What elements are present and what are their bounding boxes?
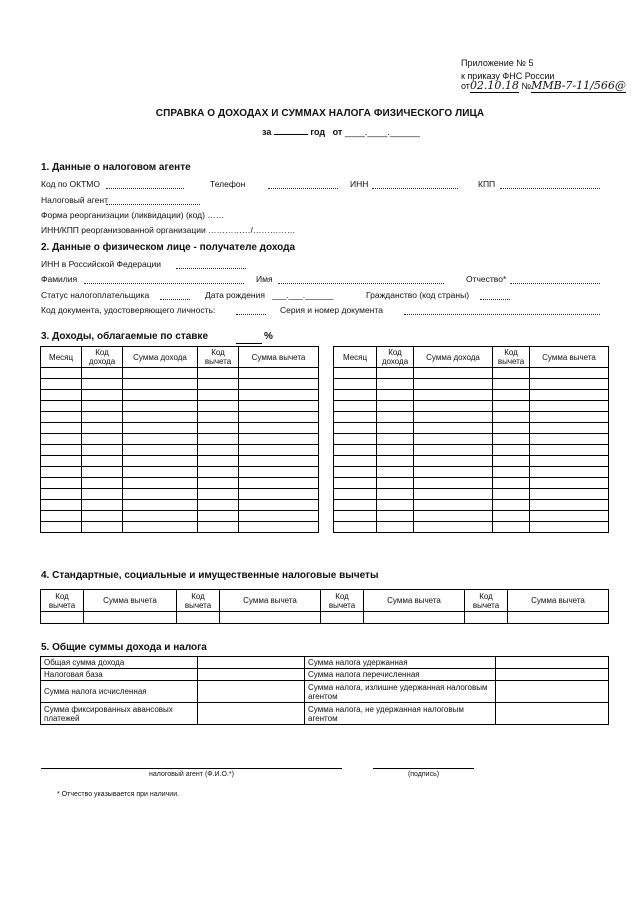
income-cell[interactable] — [377, 368, 414, 379]
appendix-line2: к приказу ФНС России — [461, 71, 555, 81]
income-cell[interactable] — [82, 379, 123, 390]
income-cell[interactable] — [123, 467, 198, 478]
agent-label: Налоговый агент — [41, 195, 108, 205]
tax-withheld-value[interactable] — [496, 657, 609, 669]
table-row — [41, 401, 319, 412]
deduction-cell[interactable] — [364, 612, 465, 624]
income-cell[interactable] — [41, 423, 82, 434]
income-cell[interactable] — [493, 511, 530, 522]
surname-field[interactable] — [84, 274, 244, 284]
table-row — [41, 379, 319, 390]
table-row — [334, 390, 609, 401]
income-cell[interactable] — [239, 511, 319, 522]
income-cell[interactable] — [334, 412, 377, 423]
income-cell[interactable] — [530, 412, 609, 423]
order-no-prefix: № — [521, 81, 532, 91]
agent-caption: налоговый агент (Ф.И.О.*) — [149, 771, 234, 778]
doc-series-field[interactable] — [404, 305, 600, 315]
income-cell[interactable] — [123, 401, 198, 412]
appendix-line1: Приложение № 5 — [461, 58, 534, 68]
section4-heading: 4. Стандартные, социальные и имущественные налоговые вычеты — [41, 570, 379, 581]
za-label: за — [262, 127, 272, 137]
income-cell[interactable] — [414, 368, 493, 379]
income-cell[interactable] — [334, 401, 377, 412]
col-income-sum: Сумма дохода — [414, 347, 493, 368]
income-cell[interactable] — [493, 456, 530, 467]
doc-code-field[interactable] — [236, 305, 266, 315]
income-cell[interactable] — [41, 368, 82, 379]
birth-label: Дата рождения — [205, 290, 265, 300]
income-cell[interactable] — [198, 368, 239, 379]
income-cell[interactable] — [334, 434, 377, 445]
income-cell[interactable] — [239, 467, 319, 478]
income-cell[interactable] — [414, 390, 493, 401]
table-row — [41, 412, 319, 423]
income-cell[interactable] — [493, 522, 530, 533]
table-row — [334, 489, 609, 500]
income-cell[interactable] — [377, 511, 414, 522]
income-cell[interactable] — [493, 445, 530, 456]
income-cell[interactable] — [530, 511, 609, 522]
income-cell[interactable] — [239, 423, 319, 434]
income-cell[interactable] — [198, 500, 239, 511]
income-cell[interactable] — [239, 390, 319, 401]
table-row — [41, 423, 319, 434]
income-cell[interactable] — [123, 456, 198, 467]
income-cell[interactable] — [377, 379, 414, 390]
table-row — [41, 390, 319, 401]
income-cell[interactable] — [82, 522, 123, 533]
ot-label: от — [332, 127, 343, 137]
income-cell[interactable] — [377, 423, 414, 434]
citizenship-label: Гражданство (код страны) — [366, 290, 470, 300]
deduction-cell[interactable] — [177, 612, 220, 624]
income-cell[interactable] — [414, 401, 493, 412]
table-row — [41, 511, 319, 522]
deduction-sum-header: Сумма вычета — [364, 590, 465, 612]
income-cell[interactable] — [123, 500, 198, 511]
income-cell[interactable] — [123, 434, 198, 445]
tax-overwithheld-label: Сумма налога, излишне удержанная налоговым агентом — [305, 681, 496, 703]
total-income-value[interactable] — [198, 657, 305, 669]
table-row — [41, 434, 319, 445]
income-cell[interactable] — [414, 412, 493, 423]
table-row — [41, 445, 319, 456]
income-cell[interactable] — [493, 478, 530, 489]
income-cell[interactable] — [377, 467, 414, 478]
income-cell[interactable] — [377, 500, 414, 511]
table-row — [334, 445, 609, 456]
fixed-advance-value[interactable] — [198, 703, 305, 725]
table-row — [41, 467, 319, 478]
income-cell[interactable] — [334, 445, 377, 456]
income-cell[interactable] — [123, 390, 198, 401]
order-reference — [461, 79, 626, 92]
tax-base-label: Налоговая база — [41, 669, 198, 681]
inn-rf-label: ИНН в Российской Федерации — [41, 259, 162, 269]
year-field[interactable] — [274, 134, 308, 135]
deduction-cell[interactable] — [41, 612, 84, 624]
totals-table — [40, 656, 609, 725]
income-cell[interactable] — [414, 467, 493, 478]
table-row — [41, 522, 319, 533]
income-cell[interactable] — [198, 379, 239, 390]
doc-series-label: Серия и номер документа — [280, 305, 383, 315]
income-cell[interactable] — [377, 489, 414, 500]
table-row — [334, 434, 609, 445]
table-row — [334, 467, 609, 478]
income-cell[interactable] — [334, 467, 377, 478]
income-cell[interactable] — [334, 489, 377, 500]
income-cell[interactable] — [493, 434, 530, 445]
deduction-cell[interactable] — [508, 612, 609, 624]
table-row — [41, 489, 319, 500]
income-cell[interactable] — [493, 390, 530, 401]
income-cell[interactable] — [198, 489, 239, 500]
date-field[interactable]: ____.____.______ — [344, 127, 420, 137]
income-cell[interactable] — [414, 445, 493, 456]
tax-calculated-label: Сумма налога исчисленная — [41, 681, 198, 703]
deduction-sum-header: Сумма вычета — [220, 590, 321, 612]
income-cell[interactable] — [123, 522, 198, 533]
table-row — [334, 379, 609, 390]
deduction-cell[interactable] — [220, 612, 321, 624]
income-cell[interactable] — [334, 423, 377, 434]
income-cell[interactable] — [414, 489, 493, 500]
col-deduction-code: Код вычета — [493, 347, 530, 368]
table-row — [41, 478, 319, 489]
income-cell[interactable] — [41, 511, 82, 522]
income-cell[interactable] — [530, 423, 609, 434]
deduction-code-header: Код вычета — [177, 590, 220, 612]
inn-field[interactable] — [372, 179, 458, 189]
income-cell[interactable] — [377, 445, 414, 456]
income-cell[interactable] — [82, 368, 123, 379]
income-cell[interactable] — [530, 489, 609, 500]
oktmo-label: Код по ОКТМО — [41, 179, 100, 189]
income-cell[interactable] — [82, 467, 123, 478]
income-cell[interactable] — [377, 456, 414, 467]
tax-not-withheld-value[interactable] — [496, 703, 609, 725]
status-field[interactable] — [160, 290, 190, 300]
income-cell[interactable] — [82, 423, 123, 434]
income-cell[interactable] — [530, 522, 609, 533]
tax-not-withheld-label: Сумма налога, не удержанная налоговым агентом — [305, 703, 496, 725]
income-cell[interactable] — [82, 434, 123, 445]
deduction-cell[interactable] — [84, 612, 177, 624]
income-cell[interactable] — [377, 478, 414, 489]
section5-heading: 5. Общие суммы дохода и налога — [41, 642, 207, 653]
patronymic-label: Отчество* — [466, 274, 507, 284]
phone-label: Телефон — [210, 179, 246, 189]
income-cell[interactable] — [414, 500, 493, 511]
table-row — [334, 368, 609, 379]
tax-transferred-label: Сумма налога перечисленная — [305, 669, 496, 681]
kpp-field[interactable] — [500, 179, 600, 189]
income-cell[interactable] — [198, 522, 239, 533]
income-cell[interactable] — [334, 368, 377, 379]
tax-transferred-value[interactable] — [496, 669, 609, 681]
income-cell[interactable] — [239, 379, 319, 390]
col-income-code: Код дохода — [82, 347, 123, 368]
income-cell[interactable] — [41, 434, 82, 445]
income-cell[interactable] — [239, 401, 319, 412]
income-cell[interactable] — [414, 379, 493, 390]
reorg-form-label: Форма реорганизации (ликвидации) (код) …… — [41, 210, 225, 220]
col-deduction-sum: Сумма вычета — [239, 347, 319, 368]
table-row — [334, 478, 609, 489]
income-cell[interactable] — [123, 478, 198, 489]
period-line — [262, 127, 420, 137]
income-cell[interactable] — [41, 489, 82, 500]
section2-heading: 2. Данные о физическом лице - получателе дохода — [41, 242, 296, 253]
income-cell[interactable] — [377, 522, 414, 533]
fixed-advance-label: Сумма фиксированных авансовых платежей — [41, 703, 198, 725]
income-cell[interactable] — [377, 390, 414, 401]
income-cell[interactable] — [82, 412, 123, 423]
income-cell[interactable] — [123, 445, 198, 456]
income-cell[interactable] — [239, 434, 319, 445]
income-cell[interactable] — [123, 423, 198, 434]
deduction-sum-header: Сумма вычета — [84, 590, 177, 612]
income-cell[interactable] — [530, 368, 609, 379]
income-cell[interactable] — [123, 489, 198, 500]
income-table-right — [333, 346, 609, 533]
income-cell[interactable] — [530, 401, 609, 412]
agent-signature-line[interactable] — [41, 768, 342, 769]
inn-label: ИНН — [350, 179, 369, 189]
income-cell[interactable] — [41, 390, 82, 401]
income-cell[interactable] — [530, 456, 609, 467]
table-row — [334, 456, 609, 467]
income-cell[interactable] — [41, 379, 82, 390]
income-cell[interactable] — [198, 478, 239, 489]
income-cell[interactable] — [530, 445, 609, 456]
income-cell[interactable] — [530, 434, 609, 445]
table-row — [334, 522, 609, 533]
col-income-code: Код дохода — [377, 347, 414, 368]
god-label: год — [310, 127, 326, 137]
income-cell[interactable] — [493, 467, 530, 478]
income-cell[interactable] — [239, 522, 319, 533]
income-cell[interactable] — [41, 412, 82, 423]
col-deduction-sum: Сумма вычета — [530, 347, 609, 368]
income-cell[interactable] — [239, 412, 319, 423]
table-row — [334, 511, 609, 522]
doc-code-label: Код документа, удостоверяющего личность: — [41, 305, 216, 315]
income-cell[interactable] — [493, 500, 530, 511]
percent-sign: % — [264, 331, 273, 342]
income-cell[interactable] — [493, 412, 530, 423]
income-cell[interactable] — [41, 456, 82, 467]
income-cell[interactable] — [123, 511, 198, 522]
income-cell[interactable] — [334, 379, 377, 390]
income-cell[interactable] — [493, 423, 530, 434]
col-deduction-code: Код вычета — [198, 347, 239, 368]
income-cell[interactable] — [82, 445, 123, 456]
income-cell[interactable] — [530, 390, 609, 401]
deductions-table — [40, 589, 609, 624]
income-cell[interactable] — [530, 478, 609, 489]
income-cell[interactable] — [530, 467, 609, 478]
income-cell[interactable] — [198, 401, 239, 412]
order-prefix: от — [461, 81, 470, 91]
income-cell[interactable] — [239, 489, 319, 500]
deduction-code-header: Код вычета — [41, 590, 84, 612]
income-cell[interactable] — [414, 522, 493, 533]
income-cell[interactable] — [198, 412, 239, 423]
income-cell[interactable] — [82, 500, 123, 511]
phone-field[interactable] — [268, 179, 338, 189]
income-cell[interactable] — [334, 511, 377, 522]
name-field[interactable] — [278, 274, 444, 284]
income-cell[interactable] — [123, 412, 198, 423]
kpp-label: КПП — [478, 179, 496, 189]
deduction-cell[interactable] — [465, 612, 508, 624]
income-cell[interactable] — [41, 467, 82, 478]
income-cell[interactable] — [239, 368, 319, 379]
income-cell[interactable] — [41, 500, 82, 511]
income-cell[interactable] — [198, 511, 239, 522]
table-row — [334, 401, 609, 412]
income-cell[interactable] — [493, 379, 530, 390]
income-cell[interactable] — [82, 511, 123, 522]
income-cell[interactable] — [414, 423, 493, 434]
tax-withheld-label: Сумма налога удержанная — [305, 657, 496, 669]
reorg-innkpp-label: ИНН/КПП реорганизованной организации ……………/…………… — [41, 225, 296, 235]
income-cell[interactable] — [41, 522, 82, 533]
income-cell[interactable] — [334, 456, 377, 467]
income-cell[interactable] — [198, 445, 239, 456]
income-cell[interactable] — [41, 478, 82, 489]
col-income-sum: Сумма дохода — [123, 347, 198, 368]
tax-calculated-value[interactable] — [198, 681, 305, 703]
income-cell[interactable] — [493, 401, 530, 412]
citizenship-field[interactable] — [480, 290, 510, 300]
surname-label: Фамилия — [41, 274, 78, 284]
signature-line[interactable] — [373, 768, 474, 769]
order-date: 02.10.18 — [469, 79, 519, 92]
name-label: Имя — [256, 274, 273, 284]
section3-heading: 3. Доходы, облагаемые по ставке — [41, 331, 209, 342]
table-row — [41, 456, 319, 467]
income-cell[interactable] — [82, 478, 123, 489]
tax-overwithheld-value[interactable] — [496, 681, 609, 703]
total-income-label: Общая сумма дохода — [41, 657, 198, 669]
table-row — [41, 368, 319, 379]
income-cell[interactable] — [530, 500, 609, 511]
income-cell[interactable] — [198, 423, 239, 434]
income-cell[interactable] — [414, 511, 493, 522]
income-cell[interactable] — [198, 467, 239, 478]
page-title: СПРАВКА О ДОХОДАХ И СУММАХ НАЛОГА ФИЗИЧЕСКОГО ЛИЦА — [155, 108, 485, 119]
table-row — [41, 500, 319, 511]
income-cell[interactable] — [493, 489, 530, 500]
rate-field[interactable] — [236, 333, 262, 344]
col-month: Месяц — [41, 347, 82, 368]
deduction-code-header: Код вычета — [321, 590, 364, 612]
income-cell[interactable] — [123, 368, 198, 379]
income-cell[interactable] — [377, 401, 414, 412]
income-cell[interactable] — [82, 390, 123, 401]
income-cell[interactable] — [239, 445, 319, 456]
deduction-cell[interactable] — [321, 612, 364, 624]
footnote: * Отчество указывается при наличии. — [57, 791, 180, 798]
order-number: ММВ-7-11/566@ — [531, 79, 626, 92]
income-cell[interactable] — [239, 478, 319, 489]
income-cell[interactable] — [198, 390, 239, 401]
tax-base-value[interactable] — [198, 669, 305, 681]
income-table-left — [40, 346, 319, 533]
birth-field[interactable]: ___.___.______ — [272, 290, 334, 300]
income-cell[interactable] — [334, 522, 377, 533]
income-cell[interactable] — [530, 379, 609, 390]
income-cell[interactable] — [82, 456, 123, 467]
income-cell[interactable] — [414, 478, 493, 489]
status-label: Статус налогоплательщика — [41, 290, 150, 300]
income-cell[interactable] — [334, 390, 377, 401]
signature-caption: (подпись) — [407, 771, 440, 778]
col-month: Месяц — [334, 347, 377, 368]
agent-field[interactable] — [106, 195, 200, 205]
income-cell[interactable] — [239, 500, 319, 511]
income-cell[interactable] — [198, 434, 239, 445]
section1-heading: 1. Данные о налоговом агенте — [41, 162, 191, 173]
table-row — [334, 500, 609, 511]
income-cell[interactable] — [239, 456, 319, 467]
income-cell[interactable] — [123, 379, 198, 390]
income-cell[interactable] — [82, 401, 123, 412]
income-cell[interactable] — [334, 478, 377, 489]
income-cell[interactable] — [414, 456, 493, 467]
income-cell[interactable] — [493, 368, 530, 379]
income-cell[interactable] — [414, 434, 493, 445]
deduction-sum-header: Сумма вычета — [508, 590, 609, 612]
income-cell[interactable] — [198, 456, 239, 467]
income-cell[interactable] — [41, 445, 82, 456]
table-row — [334, 423, 609, 434]
patronymic-field[interactable] — [510, 274, 600, 284]
deduction-code-header: Код вычета — [465, 590, 508, 612]
income-cell[interactable] — [41, 401, 82, 412]
oktmo-field[interactable] — [106, 179, 184, 189]
income-cell[interactable] — [377, 434, 414, 445]
inn-rf-field[interactable] — [176, 259, 246, 269]
income-cell[interactable] — [377, 412, 414, 423]
table-row — [334, 412, 609, 423]
income-cell[interactable] — [334, 500, 377, 511]
income-cell[interactable] — [82, 489, 123, 500]
